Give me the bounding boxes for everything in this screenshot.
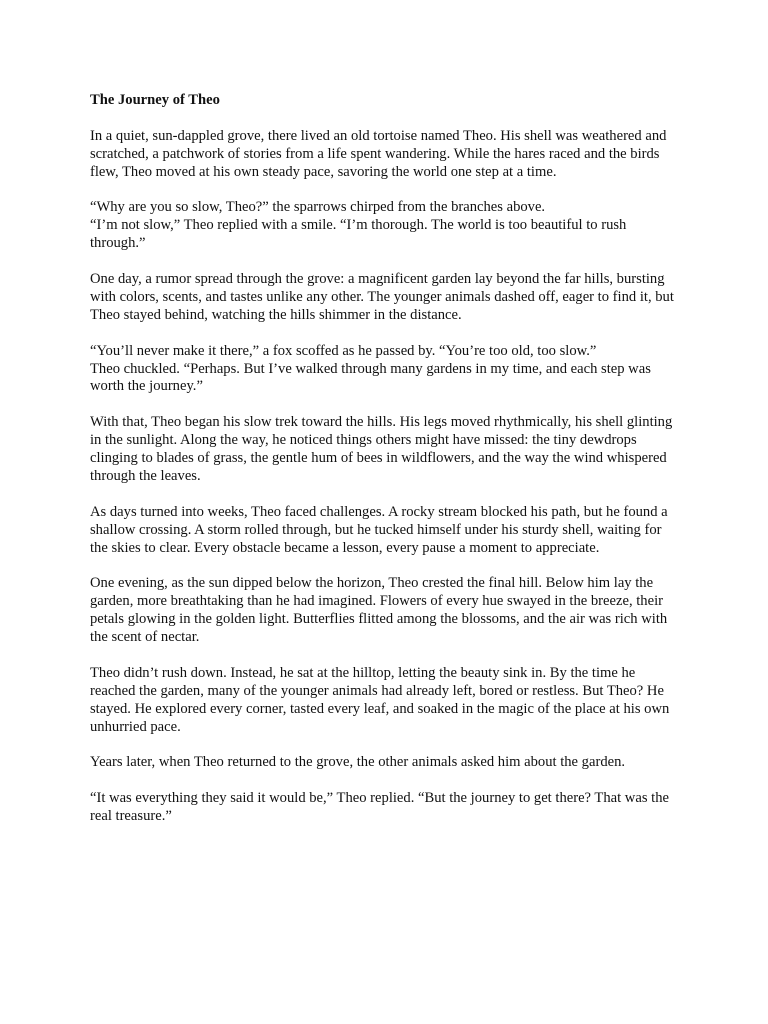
document-title: The Journey of Theo [90, 92, 220, 108]
paragraph-line: One day, a rumor spread through the grove: a magnificent garden lay beyond the far hills, bursting with colors, scents, and tastes unlike any other. The younger animals dashed off, eager to find it, but Theo stayed behind, watching the hills shimmer in the distance. [90, 271, 674, 323]
paragraph-line: “You’ll never make it there,” a fox scoffed as he passed by. “You’re too old, too slow.” [90, 342, 597, 359]
paragraph [90, 414, 680, 486]
paragraph-line: In a quiet, sun-dappled grove, there lived an old tortoise named Theo. His shell was weathered and scratched, a patchwork of stories from a life spent wandering. While the hares raced and the birds flew, Theo moved at his own steady pace, savoring the world one step at a time. [90, 127, 667, 180]
paragraph-line: Years later, when Theo returned to the grove, the other animals asked him about the garden. [90, 754, 626, 771]
paragraph [90, 575, 680, 647]
paragraph [90, 199, 680, 253]
document-page [90, 92, 680, 844]
paragraph-line: Theo didn’t rush down. Instead, he sat at the hilltop, letting the beauty sink in. By the time he reached the garden, many of the younger animals had already left, bored or restless. But Theo? He stayed. He explored every corner, tasted every leaf, and soaked in the magic of the place at his own unhurried pace. [90, 664, 670, 735]
paragraph [90, 504, 680, 558]
paragraph [90, 665, 680, 737]
paragraph-line: “Why are you so slow, Theo?” the sparrows chirped from the branches above. [90, 199, 546, 216]
paragraph-line: One evening, as the sun dipped below the horizon, Theo crested the final hill. Below him lay the garden, more breathtaking than he had imagined. Flowers of every hue swayed in the breeze, their petals glowing in the golden light. Butterflies flitted among the blossoms, and the air was rich with the scent of nectar. [90, 575, 668, 646]
paragraph-line: As days turned into weeks, Theo faced challenges. A rocky stream blocked his path, but he found a shallow crossing. A storm rolled through, but he tucked himself under his sturdy shell, waiting for the skies to clear. Every obstacle became a lesson, every pause a moment to appreciate. [90, 503, 668, 556]
paragraph-line: “It was everything they said it would be,” Theo replied. “But the journey to get there? That was the real treasure.” [90, 790, 669, 825]
paragraph [90, 343, 680, 397]
paragraph-line: Theo chuckled. “Perhaps. But I’ve walked through many gardens in my time, and each step was worth the journey.” [90, 360, 651, 395]
paragraph-line: “I’m not slow,” Theo replied with a smile. “I’m thorough. The world is too beautiful to rush through.” [90, 217, 627, 252]
paragraph [90, 790, 680, 826]
paragraph [90, 128, 680, 182]
paragraph [90, 754, 680, 772]
paragraph [90, 271, 680, 325]
paragraph-line: With that, Theo began his slow trek toward the hills. His legs moved rhythmically, his shell glinting in the sunlight. Along the way, he noticed things others might have missed: the tiny dewdrops clinging to blades of grass, the gentle hum of bees in wildflowers, and the way the wind whispered through the leaves. [90, 414, 673, 484]
